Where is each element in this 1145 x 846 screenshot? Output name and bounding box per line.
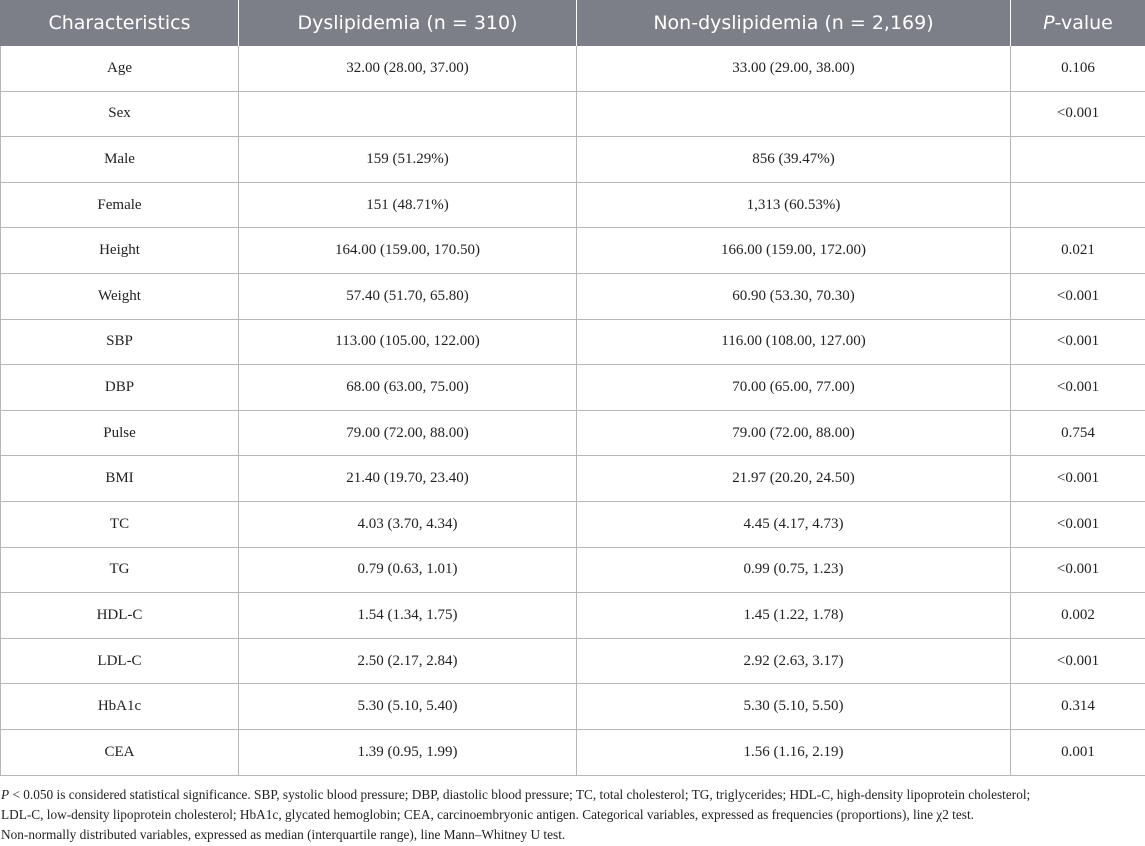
cell-non-dyslipidemia: 1.45 (1.22, 1.78) [577,593,1011,639]
cell-dyslipidemia: 1.54 (1.34, 1.75) [239,593,577,639]
cell-dyslipidemia: 113.00 (105.00, 122.00) [239,319,577,365]
cell-characteristic: DBP [1,365,239,411]
table-row [1,137,1145,183]
cell-p-value: 0.021 [1011,228,1145,274]
table-row [1,593,1145,639]
cell-characteristic: Height [1,228,239,274]
cell-p-value: 0.002 [1011,593,1145,639]
cell-non-dyslipidemia: 856 (39.47%) [577,137,1011,183]
cell-non-dyslipidemia: 79.00 (72.00, 88.00) [577,410,1011,456]
cell-p-value [1011,182,1145,228]
cell-dyslipidemia: 21.40 (19.70, 23.40) [239,456,577,502]
cell-p-value: <0.001 [1011,501,1145,547]
cell-dyslipidemia: 1.39 (0.95, 1.99) [239,729,577,775]
cell-p-value: 0.754 [1011,410,1145,456]
cell-characteristic: SBP [1,319,239,365]
header-dyslipidemia: Dyslipidemia (n = 310) [239,0,577,46]
table-row [1,684,1145,730]
table-row [1,319,1145,365]
cell-non-dyslipidemia: 0.99 (0.75, 1.23) [577,547,1011,593]
cell-p-value: 0.106 [1011,46,1145,91]
cell-p-value: <0.001 [1011,365,1145,411]
cell-p-value: <0.001 [1011,456,1145,502]
cell-non-dyslipidemia: 1.56 (1.16, 2.19) [577,729,1011,775]
table-row [1,91,1145,137]
header-row [1,0,1145,46]
footnote-line-1 [1,785,1141,805]
cell-characteristic: CEA [1,729,239,775]
cell-dyslipidemia: 68.00 (63.00, 75.00) [239,365,577,411]
cell-characteristic: HbA1c [1,684,239,730]
cell-non-dyslipidemia: 1,313 (60.53%) [577,182,1011,228]
table-row [1,46,1145,91]
cell-p-value [1011,137,1145,183]
cell-p-value: <0.001 [1011,547,1145,593]
cell-dyslipidemia: 159 (51.29%) [239,137,577,183]
cell-dyslipidemia: 32.00 (28.00, 37.00) [239,46,577,91]
table-row [1,365,1145,411]
cell-non-dyslipidemia: 33.00 (29.00, 38.00) [577,46,1011,91]
table-row [1,228,1145,274]
cell-dyslipidemia: 2.50 (2.17, 2.84) [239,638,577,684]
cell-dyslipidemia: 151 (48.71%) [239,182,577,228]
cell-characteristic: Male [1,137,239,183]
cell-characteristic: Sex [1,91,239,137]
cell-p-value: <0.001 [1011,319,1145,365]
cell-non-dyslipidemia: 4.45 (4.17, 4.73) [577,501,1011,547]
cell-dyslipidemia [239,91,577,137]
cell-p-value: <0.001 [1011,638,1145,684]
p-letter: P [1043,12,1055,34]
cell-p-value: <0.001 [1011,91,1145,137]
table-body [1,46,1145,775]
cell-characteristic: HDL-C [1,593,239,639]
cell-dyslipidemia: 4.03 (3.70, 4.34) [239,501,577,547]
table-row [1,638,1145,684]
cell-non-dyslipidemia: 21.97 (20.20, 24.50) [577,456,1011,502]
cell-non-dyslipidemia: 70.00 (65.00, 77.00) [577,365,1011,411]
footnote-line-1-text: < 0.050 is considered statistical significance. SBP, systolic blood pressure; DBP, diastolic blood pressure; TC, total cholesterol; TG, triglycerides; HDL-C, high-density lipoprotein cholesterol; [9,787,1031,802]
footnote-p-letter: P [1,787,10,802]
cell-dyslipidemia: 79.00 (72.00, 88.00) [239,410,577,456]
cell-dyslipidemia: 164.00 (159.00, 170.50) [239,228,577,274]
cell-characteristic: TG [1,547,239,593]
p-value-suffix: -value [1054,12,1113,34]
cell-dyslipidemia: 5.30 (5.10, 5.40) [239,684,577,730]
header-p-value [1011,0,1145,46]
table-row [1,273,1145,319]
cell-non-dyslipidemia: 60.90 (53.30, 70.30) [577,273,1011,319]
cell-characteristic: Female [1,182,239,228]
header-characteristics: Characteristics [1,0,239,46]
cell-non-dyslipidemia [577,91,1011,137]
header-non-dyslipidemia: Non-dyslipidemia (n = 2,169) [577,0,1011,46]
footnote-line-2: LDL-C, low-density lipoprotein cholesterol; HbA1c, glycated hemoglobin; CEA, carcinoembryonic antigen. Categorical variables, expressed as frequencies (proportions), line χ2 test. [1,807,974,822]
cell-characteristic: BMI [1,456,239,502]
cell-characteristic: Age [1,46,239,91]
table-row [1,729,1145,775]
cell-dyslipidemia: 57.40 (51.70, 65.80) [239,273,577,319]
table-row [1,410,1145,456]
cell-non-dyslipidemia: 5.30 (5.10, 5.50) [577,684,1011,730]
cell-dyslipidemia: 0.79 (0.63, 1.01) [239,547,577,593]
cell-p-value: <0.001 [1011,273,1145,319]
table-row [1,182,1145,228]
cell-non-dyslipidemia: 2.92 (2.63, 3.17) [577,638,1011,684]
footnote-line-3: Non-normally distributed variables, expressed as median (interquartile range), line Mann–Whitney U test. [1,827,566,842]
cell-non-dyslipidemia: 116.00 (108.00, 127.00) [577,319,1011,365]
table-row [1,501,1145,547]
table-header [1,0,1145,46]
table-row [1,547,1145,593]
cell-characteristic: TC [1,501,239,547]
table-footnote [1,785,1141,845]
cell-non-dyslipidemia: 166.00 (159.00, 172.00) [577,228,1011,274]
cell-characteristic: LDL-C [1,638,239,684]
cell-characteristic: Weight [1,273,239,319]
table-row [1,456,1145,502]
cell-p-value: 0.001 [1011,729,1145,775]
cell-p-value: 0.314 [1011,684,1145,730]
cell-characteristic: Pulse [1,410,239,456]
